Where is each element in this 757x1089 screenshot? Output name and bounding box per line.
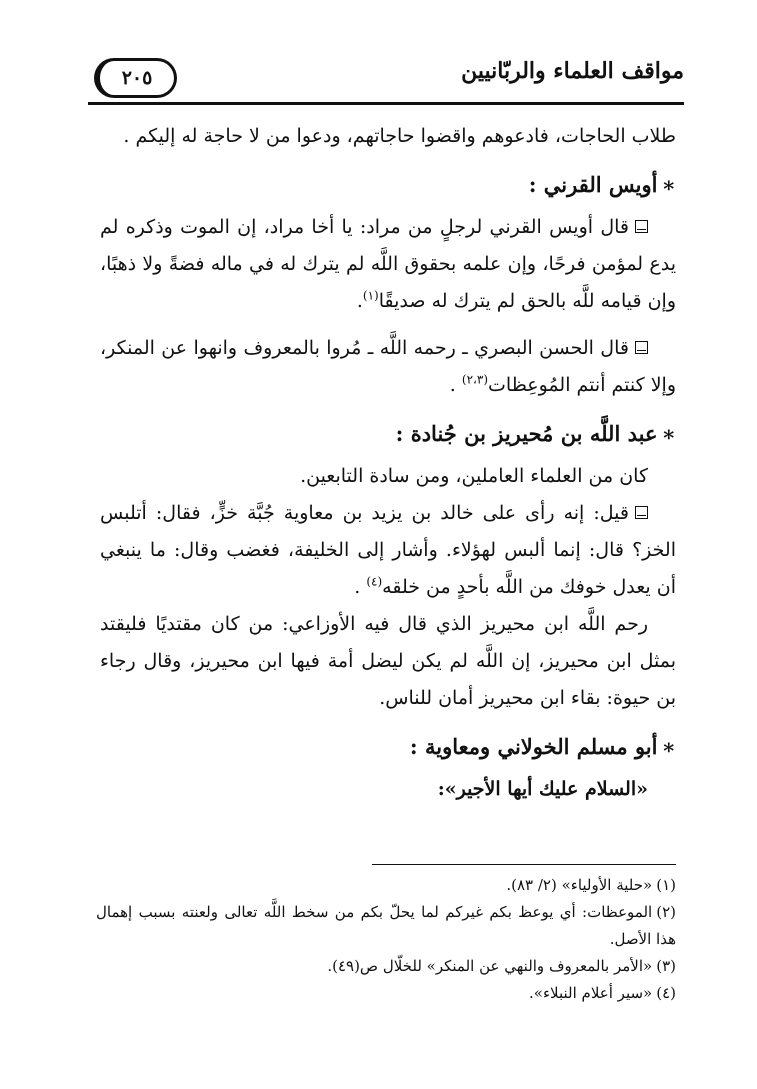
star-icon: ∗ xyxy=(661,421,676,446)
section-heading xyxy=(100,414,676,454)
header-rule xyxy=(88,102,684,105)
heading-text: أبو مسلم الخولاني ومعاوية : xyxy=(409,734,658,759)
footnote-number: (١) xyxy=(656,876,676,894)
footnote-number: (٢) xyxy=(656,903,676,921)
page-number: ٢٠٥ xyxy=(94,58,177,98)
footnote-text: «الأمر بالمعروف والنهي عن المنكر» للخلّال ص(٤٩). xyxy=(327,957,653,975)
star-icon: ∗ xyxy=(661,734,676,759)
heading-text: أويس القرني : xyxy=(528,172,658,197)
footnote xyxy=(96,980,676,1007)
footnotes xyxy=(96,872,676,1007)
paragraph xyxy=(100,330,676,404)
footnote-text: «سير أعلام النبلاء». xyxy=(529,984,653,1002)
box-bullet-icon xyxy=(635,506,648,519)
footnote xyxy=(96,872,676,899)
paragraph: طلاب الحاجات، فادعوهم واقضوا حاجاتهم، ودعوا من لا حاجة له إليكم . xyxy=(123,125,676,147)
box-bullet-icon xyxy=(635,220,648,233)
paragraph-text: قال أويس القرني لرجلٍ من مراد: يا أخا مراد، إن الموت وذكره لم يدع لمؤمن فرحًا، وإن علمه بحقوق اللَّه لم يترك له في ماله فضةً ولا ذهبًا، وإن قيامه للَّه بالحق لم يترك له صديقًا xyxy=(100,216,676,312)
footnote-rule xyxy=(372,864,676,865)
box-bullet-icon xyxy=(635,341,648,354)
main-text xyxy=(100,118,676,808)
paragraph-text: قال الحسن البصري ـ رحمه اللَّه ـ مُروا بالمعروف وانهوا عن المنكر، وإلا كنتم أنتم المُوعِظات xyxy=(100,337,676,396)
paragraph xyxy=(100,495,676,606)
running-title: مواقف العلماء والربّانيين xyxy=(461,58,684,84)
footnote-number: (٤) xyxy=(656,984,676,1002)
footnote-ref: (٢،٣) xyxy=(461,372,489,387)
page-header xyxy=(88,52,684,102)
paragraph: قال أويس القرني لرجلٍ من مراد: يا أخا مراد، إن الموت وذكره لم يدع لمؤمن فرحًا، وإن علمه بحقوق اللَّه لم يترك له في ماله فضةً ولا ذهبًا، وإن قيامه للَّه بالحق لم يترك له صديقًا$^{(١)}$. xyxy=(100,216,676,312)
footnote-ref: (٤) xyxy=(366,574,383,589)
paragraph: «السلام عليك أيها الأجير»: xyxy=(437,778,648,800)
paragraph-text: قيل: إنه رأى على خالد بن يزيد بن معاوية جُبَّة خزٍّ، فقال: أتلبس الخز؟ قال: إنما ألبس لهؤلاء. وأشار إلى الخليفة، فغضب وقال: ما ينبغي أن يعدل خوفك من اللَّه بأحدٍ من خلقه xyxy=(100,502,676,598)
paragraph-end: . xyxy=(449,374,462,396)
heading-text: عبد اللَّه بن مُحيريز بن جُنادة : xyxy=(395,421,658,446)
section-heading xyxy=(100,727,676,767)
footnote-ref: (١) xyxy=(362,288,379,303)
star-icon: ∗ xyxy=(661,172,676,197)
paragraph: رحم اللَّه ابن محيريز الذي قال فيه الأوزاعي: من كان مقتديًا فليقتد بمثل ابن محيريز، إن اللَّه لم يكن ليضل أمة فيها ابن محيريز، وقال رجاء بن حيوة: بقاء ابن محيريز أمان للناس. xyxy=(100,613,676,709)
section-heading xyxy=(100,165,676,205)
footnote-text: الموعظات: أي يوعظ بكم غيركم لما يحلّ بكم من سخط اللَّه تعالى ولعنته بسبب إهمال هذا الأصل. xyxy=(96,903,676,948)
footnote xyxy=(96,953,676,980)
footnote-number: (٣) xyxy=(656,957,676,975)
footnote-text: «حلية الأولياء» (٢/ ٨٣). xyxy=(506,876,653,894)
footnote xyxy=(96,899,676,953)
paragraph-end: . xyxy=(354,576,367,598)
paragraph: كان من العلماء العاملين، ومن سادة التابعين. xyxy=(300,465,648,487)
